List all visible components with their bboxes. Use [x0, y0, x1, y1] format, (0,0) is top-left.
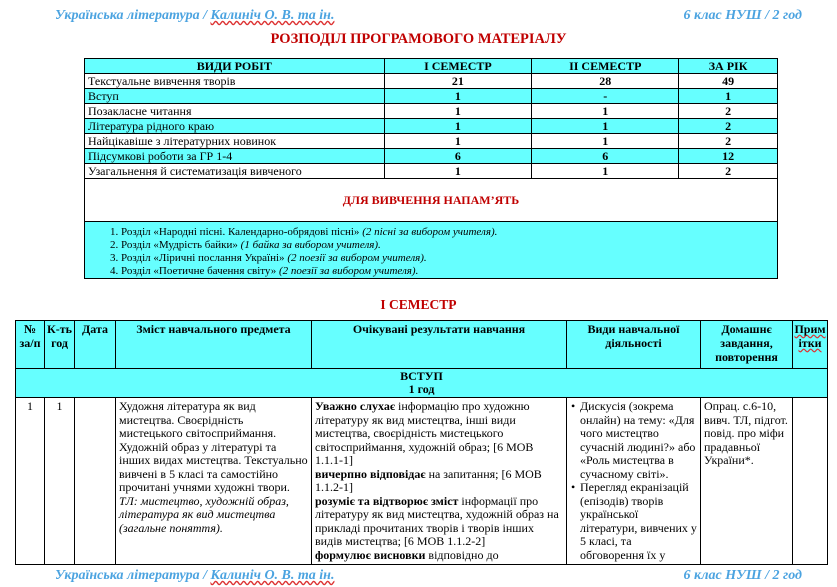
row-sem1: 1	[384, 104, 532, 119]
footer-left	[55, 568, 334, 584]
col-date: Дата	[75, 321, 116, 369]
memorize-item	[121, 239, 777, 252]
distribution-row	[85, 104, 778, 119]
row-num: 1	[16, 398, 45, 565]
row-sem2: 1	[532, 104, 679, 119]
result-lead: розуміє та відтворює зміст	[315, 493, 459, 508]
result-item	[315, 549, 563, 563]
result-text: відповідно до	[425, 547, 499, 562]
plan-row	[16, 398, 828, 565]
result-text: інформацію про художню літературу як вид мистецтва, інші види мистецтва, своєрідність мистецького світосприймання, художній образ; [6 МОВ 1.1.1-1]	[315, 399, 534, 467]
row-sem2: 28	[532, 74, 679, 89]
memorize-item-note: (2 пісні за вибором учителя).	[362, 225, 498, 238]
row-sem2: 1	[532, 164, 679, 179]
calendar-plan-table	[15, 320, 828, 565]
plan-header-row	[16, 321, 828, 369]
col-results: Очікувані результати навчання	[312, 321, 567, 369]
col-count: К-ть год	[45, 321, 75, 369]
col-notes-label: Примітки	[794, 322, 826, 350]
row-label: Позакласне читання	[85, 104, 385, 119]
distribution-row	[85, 164, 778, 179]
row-sem2: 6	[532, 149, 679, 164]
memorize-item-text: Розділ «Народні пісні. Календарно-обрядові пісні»	[121, 225, 360, 238]
distribution-row	[85, 134, 778, 149]
footer-book-title: Українська література /	[55, 568, 207, 583]
row-sem2: -	[532, 89, 679, 104]
distribution-row	[85, 119, 778, 134]
row-date	[75, 398, 116, 565]
distribution-row	[85, 149, 778, 164]
memorize-item-text: Розділ «Ліричні послання Україні»	[121, 251, 285, 264]
row-content	[116, 398, 312, 565]
row-activities	[567, 398, 701, 565]
row-year: 12	[679, 149, 778, 164]
section-name: ВСТУП	[400, 369, 443, 383]
row-content-main: Художня література як вид мистецтва. Своєрідність мистецького світосприймання. Художній образ у літературі та інших видах мистецтва. Текстуально вивчені в 5 класі та самостійно прочитані учнями художні твори.	[119, 399, 308, 494]
memorize-item	[121, 265, 777, 278]
row-notes	[793, 398, 828, 565]
result-lead: вичерпно відповідає	[315, 466, 426, 481]
row-sem2: 1	[532, 119, 679, 134]
header-book-title: Українська література /	[55, 8, 207, 23]
row-sem1: 21	[384, 74, 532, 89]
col-sem2: ІІ СЕМЕСТР	[532, 59, 679, 74]
col-activities: Види навчальної діяльності	[567, 321, 701, 369]
result-lead: формулює висновки	[315, 547, 426, 562]
header-authors: Калиніч О. В. та ін.	[210, 8, 335, 23]
row-year: 2	[679, 104, 778, 119]
result-item	[315, 495, 563, 549]
col-num: № за/п	[16, 321, 45, 369]
row-content-terms: ТЛ: мистецтво, художній образ, література як вид мистецтва (загальне поняття).	[119, 493, 289, 535]
row-year: 1	[679, 89, 778, 104]
result-text: на запитання; [6 МОВ 1.1.2-1]	[315, 466, 542, 494]
row-sem1: 1	[384, 164, 532, 179]
row-sem1: 1	[384, 89, 532, 104]
result-lead: Уважно слухає	[315, 399, 396, 413]
memorize-item-text: Розділ «Поетичне бачення світу»	[121, 264, 277, 277]
result-item	[315, 400, 563, 468]
memorize-item-note: (2 поезії за вибором учителя).	[287, 251, 427, 264]
row-year: 2	[679, 164, 778, 179]
section-row	[16, 369, 828, 398]
col-content: Зміст навчального предмета	[116, 321, 312, 369]
row-sem1: 6	[384, 149, 532, 164]
footer-authors: Калиніч О. В. та ін.	[210, 568, 335, 583]
row-year: 49	[679, 74, 778, 89]
section-cell	[16, 369, 828, 398]
row-sem1: 1	[384, 134, 532, 149]
row-label: Узагальнення й систематизація вивченого	[85, 164, 385, 179]
col-notes	[793, 321, 828, 369]
row-sem1: 1	[384, 119, 532, 134]
row-label: Література рідного краю	[85, 119, 385, 134]
header-left	[55, 8, 334, 24]
memorize-item-note: (1 байка за вибором учителя).	[240, 238, 381, 251]
memorize-item	[121, 226, 777, 239]
row-label: Текстуальне вивчення творів	[85, 74, 385, 89]
col-work-types: ВИДИ РОБІТ	[85, 59, 385, 74]
memorize-list-cell	[85, 222, 778, 279]
semester-title: І СЕМЕСТР	[380, 297, 457, 312]
distribution-row	[85, 74, 778, 89]
header-right: 6 клас НУШ / 2 год	[683, 8, 802, 23]
memorize-list	[85, 226, 777, 278]
row-results	[312, 398, 567, 565]
activity-item: • Дискусія (зокрема онлайн) на тему: «Для чого мистецтво сучасній людині?» або «Роль мистецтва в сучасному світі».	[580, 400, 697, 481]
section-hours: 1 год	[408, 382, 435, 396]
distribution-row	[85, 89, 778, 104]
col-sem1: І СЕМЕСТР	[384, 59, 532, 74]
row-year: 2	[679, 134, 778, 149]
row-homework: Опрац. с.6-10, вивч. ТЛ, підгот. повід. про міфи прадавньої України*.	[701, 398, 793, 565]
row-label: Підсумкові роботи за ГР 1-4	[85, 149, 385, 164]
row-label: Вступ	[85, 89, 385, 104]
result-text: інформації про літературу як вид мистецтва, художній образ на прикладі прочитаних творів і творів інших видів мистецтва; [6 МОВ 1.1.2-2]	[315, 493, 559, 548]
result-item	[315, 468, 563, 495]
distribution-title: РОЗПОДІЛ ПРОГРАМОВОГО МАТЕРІАЛУ	[270, 31, 567, 47]
activity-item: • Перегляд екранізацій (епізодів) творів української літератури, вивчених у 5 класі, та обговорення їх у	[580, 481, 697, 562]
row-sem2: 1	[532, 134, 679, 149]
memorize-title-row	[85, 179, 778, 222]
col-year: ЗА РІК	[679, 59, 778, 74]
memorize-list-row	[85, 222, 778, 279]
memorize-item	[121, 252, 777, 265]
row-count: 1	[45, 398, 75, 565]
distribution-header-row	[85, 59, 778, 74]
memorize-item-text: Розділ «Мудрість байки»	[121, 238, 238, 251]
distribution-table	[84, 58, 778, 279]
row-year: 2	[679, 119, 778, 134]
activities-list	[570, 400, 697, 562]
memorize-title: ДЛЯ ВИВЧЕННЯ НАПАМ’ЯТЬ	[85, 179, 778, 222]
row-label: Найцікавіше з літературних новинок	[85, 134, 385, 149]
col-homework: Домашнє завдання, повторення	[701, 321, 793, 369]
memorize-item-note: (2 поезії за вибором учителя).	[278, 264, 419, 277]
footer-right: 6 клас НУШ / 2 год	[683, 568, 802, 583]
